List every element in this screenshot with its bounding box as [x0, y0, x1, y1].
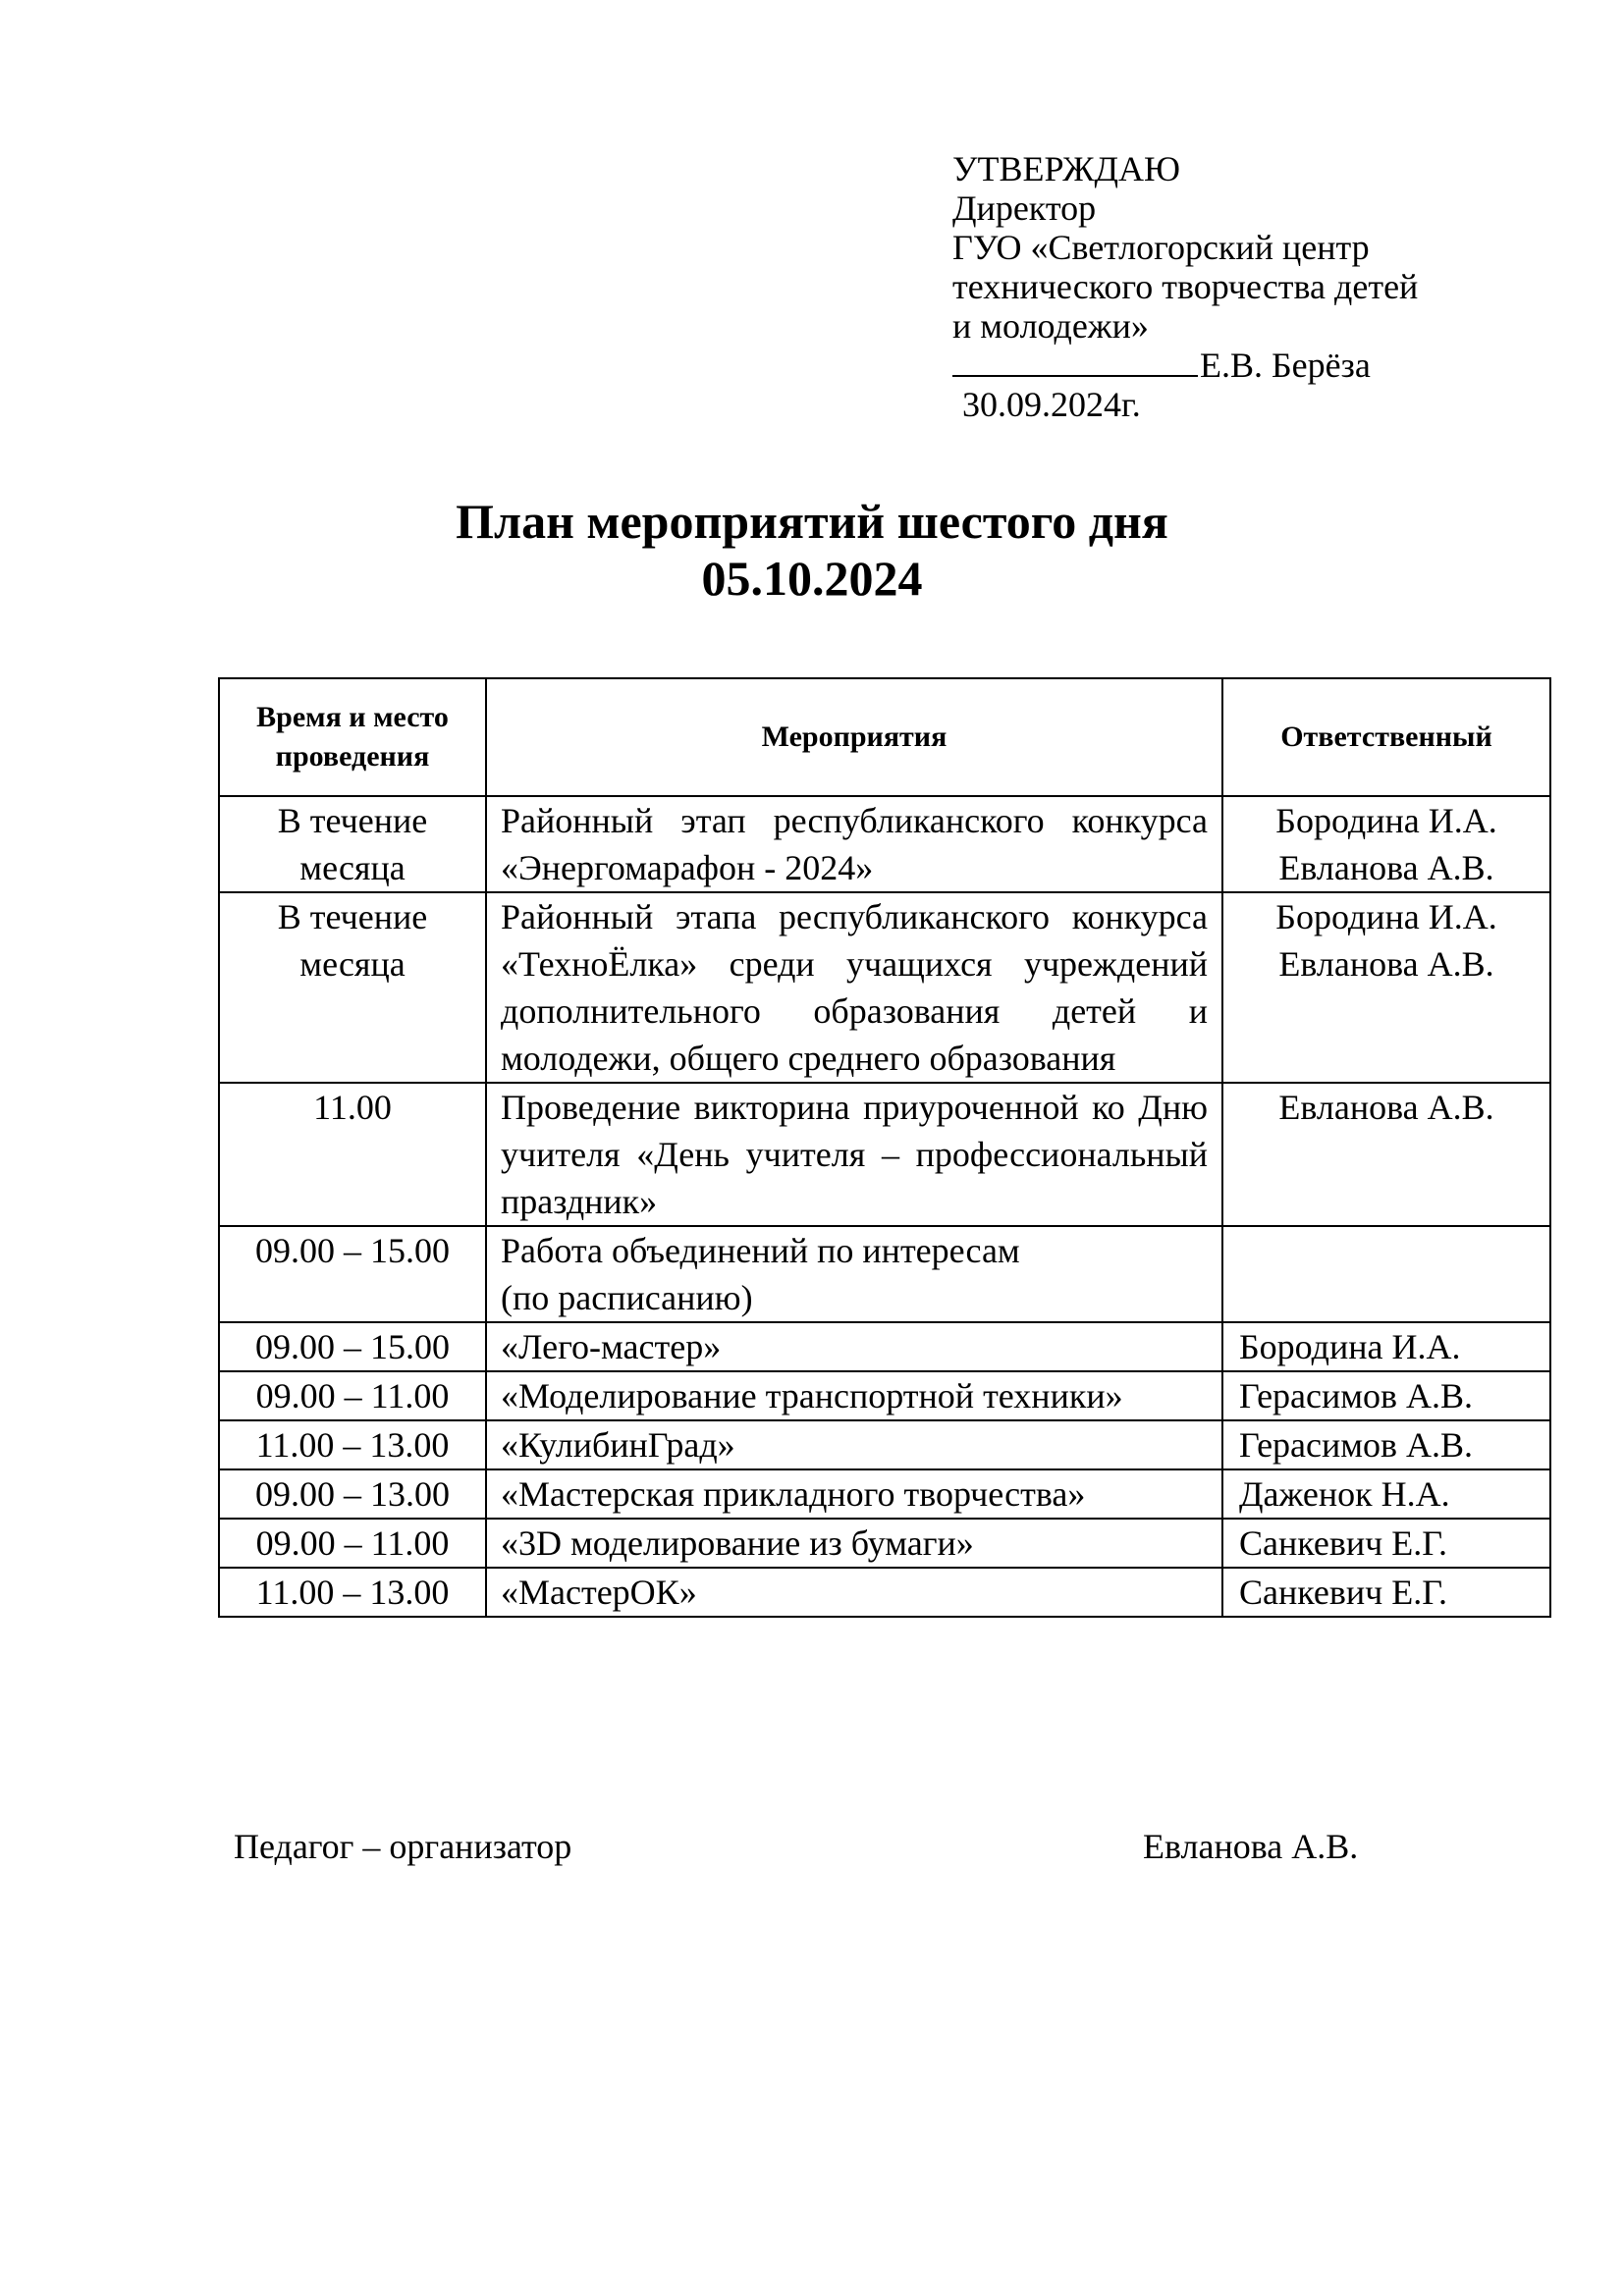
row-event: «Мастерская прикладного творчества»	[486, 1469, 1222, 1519]
approval-org-line-3: и молодежи»	[952, 306, 1149, 346]
table-header-row	[219, 678, 1550, 796]
signature-line	[952, 346, 1542, 385]
row-event	[486, 1226, 1222, 1322]
table-row	[219, 1322, 1550, 1371]
approval-org-line-1: ГУО «Светлогорский центр	[952, 228, 1370, 267]
table-row	[219, 1420, 1550, 1469]
row-event: «КулибинГрад»	[486, 1420, 1222, 1469]
responsible-name: Бородина И.А.	[1275, 897, 1497, 936]
signature-name: Е.В. Берёза	[1200, 346, 1371, 385]
row-time: 09.00 – 13.00	[219, 1469, 486, 1519]
approval-heading: УТВЕРЖДАЮ	[952, 149, 1181, 188]
title-line-2: 05.10.2024	[701, 551, 923, 606]
table-row	[219, 892, 1550, 1083]
row-event: «Лего-мастер»	[486, 1322, 1222, 1371]
table-row	[219, 1568, 1550, 1617]
table-row	[219, 1083, 1550, 1226]
row-time: 09.00 – 15.00	[219, 1322, 486, 1371]
row-responsible: Даженок Н.А.	[1222, 1469, 1550, 1519]
footer-name: Евланова А.В.	[1143, 1827, 1359, 1866]
row-responsible: Евланова А.В.	[1222, 1083, 1550, 1226]
row-responsible	[1222, 892, 1550, 1083]
row-time: 09.00 – 11.00	[219, 1519, 486, 1568]
row-event: Районный этапа республиканского конкурса «ТехноЁлка» среди учащихся учреждений дополнительного образования детей и молодежи, общего среднего образования	[486, 892, 1222, 1083]
row-time: 11.00 – 13.00	[219, 1568, 486, 1617]
row-time: 09.00 – 15.00	[219, 1226, 486, 1322]
row-time: 11.00 – 13.00	[219, 1420, 486, 1469]
responsible-name: Евланова А.В.	[1278, 944, 1494, 984]
header-responsible: Ответственный	[1222, 678, 1550, 796]
row-event: «МастерОК»	[486, 1568, 1222, 1617]
header-time	[219, 678, 486, 796]
table-row	[219, 1469, 1550, 1519]
row-time: 11.00	[219, 1083, 486, 1226]
table-row	[219, 796, 1550, 892]
row-time: В течение месяца	[219, 796, 486, 892]
row-event: Проведение викторина приуроченной ко Дню учителя «День учителя – профессиональный праздник»	[486, 1083, 1222, 1226]
approval-block	[952, 149, 1542, 424]
row-responsible: Герасимов А.В.	[1222, 1371, 1550, 1420]
table-row	[219, 1519, 1550, 1568]
row-event: «3D моделирование из бумаги»	[486, 1519, 1222, 1568]
header-time-line-2: проведения	[275, 740, 430, 773]
row-responsible	[1222, 1226, 1550, 1322]
events-table	[218, 677, 1551, 1618]
row-event-line-2: (по расписанию)	[501, 1278, 753, 1317]
page-title	[0, 493, 1624, 607]
row-responsible	[1222, 796, 1550, 892]
title-line-1: План мероприятий шестого дня	[456, 494, 1168, 549]
row-time: 09.00 – 11.00	[219, 1371, 486, 1420]
row-event-line-1: Работа объединений по интересам	[501, 1231, 1020, 1270]
row-event: «Моделирование транспортной техники»	[486, 1371, 1222, 1420]
table-row	[219, 1371, 1550, 1420]
approval-date: 30.09.2024г.	[962, 385, 1141, 424]
footer-role: Педагог – организатор	[234, 1827, 572, 1866]
header-event: Мероприятия	[486, 678, 1222, 796]
row-event: Районный этап республиканского конкурса «Энергомарафон - 2024»	[486, 796, 1222, 892]
row-time: В течение месяца	[219, 892, 486, 1083]
approval-org-line-2: технического творчества детей	[952, 267, 1419, 306]
signature-blank	[952, 346, 1198, 377]
row-responsible: Санкевич Е.Г.	[1222, 1568, 1550, 1617]
row-responsible: Бородина И.А.	[1222, 1322, 1550, 1371]
row-responsible: Санкевич Е.Г.	[1222, 1519, 1550, 1568]
table-row	[219, 1226, 1550, 1322]
responsible-name: Евланова А.В.	[1278, 848, 1494, 887]
header-time-line-1: Время и место	[256, 701, 449, 733]
approval-position: Директор	[952, 188, 1097, 228]
responsible-name: Бородина И.А.	[1275, 801, 1497, 840]
row-responsible: Герасимов А.В.	[1222, 1420, 1550, 1469]
